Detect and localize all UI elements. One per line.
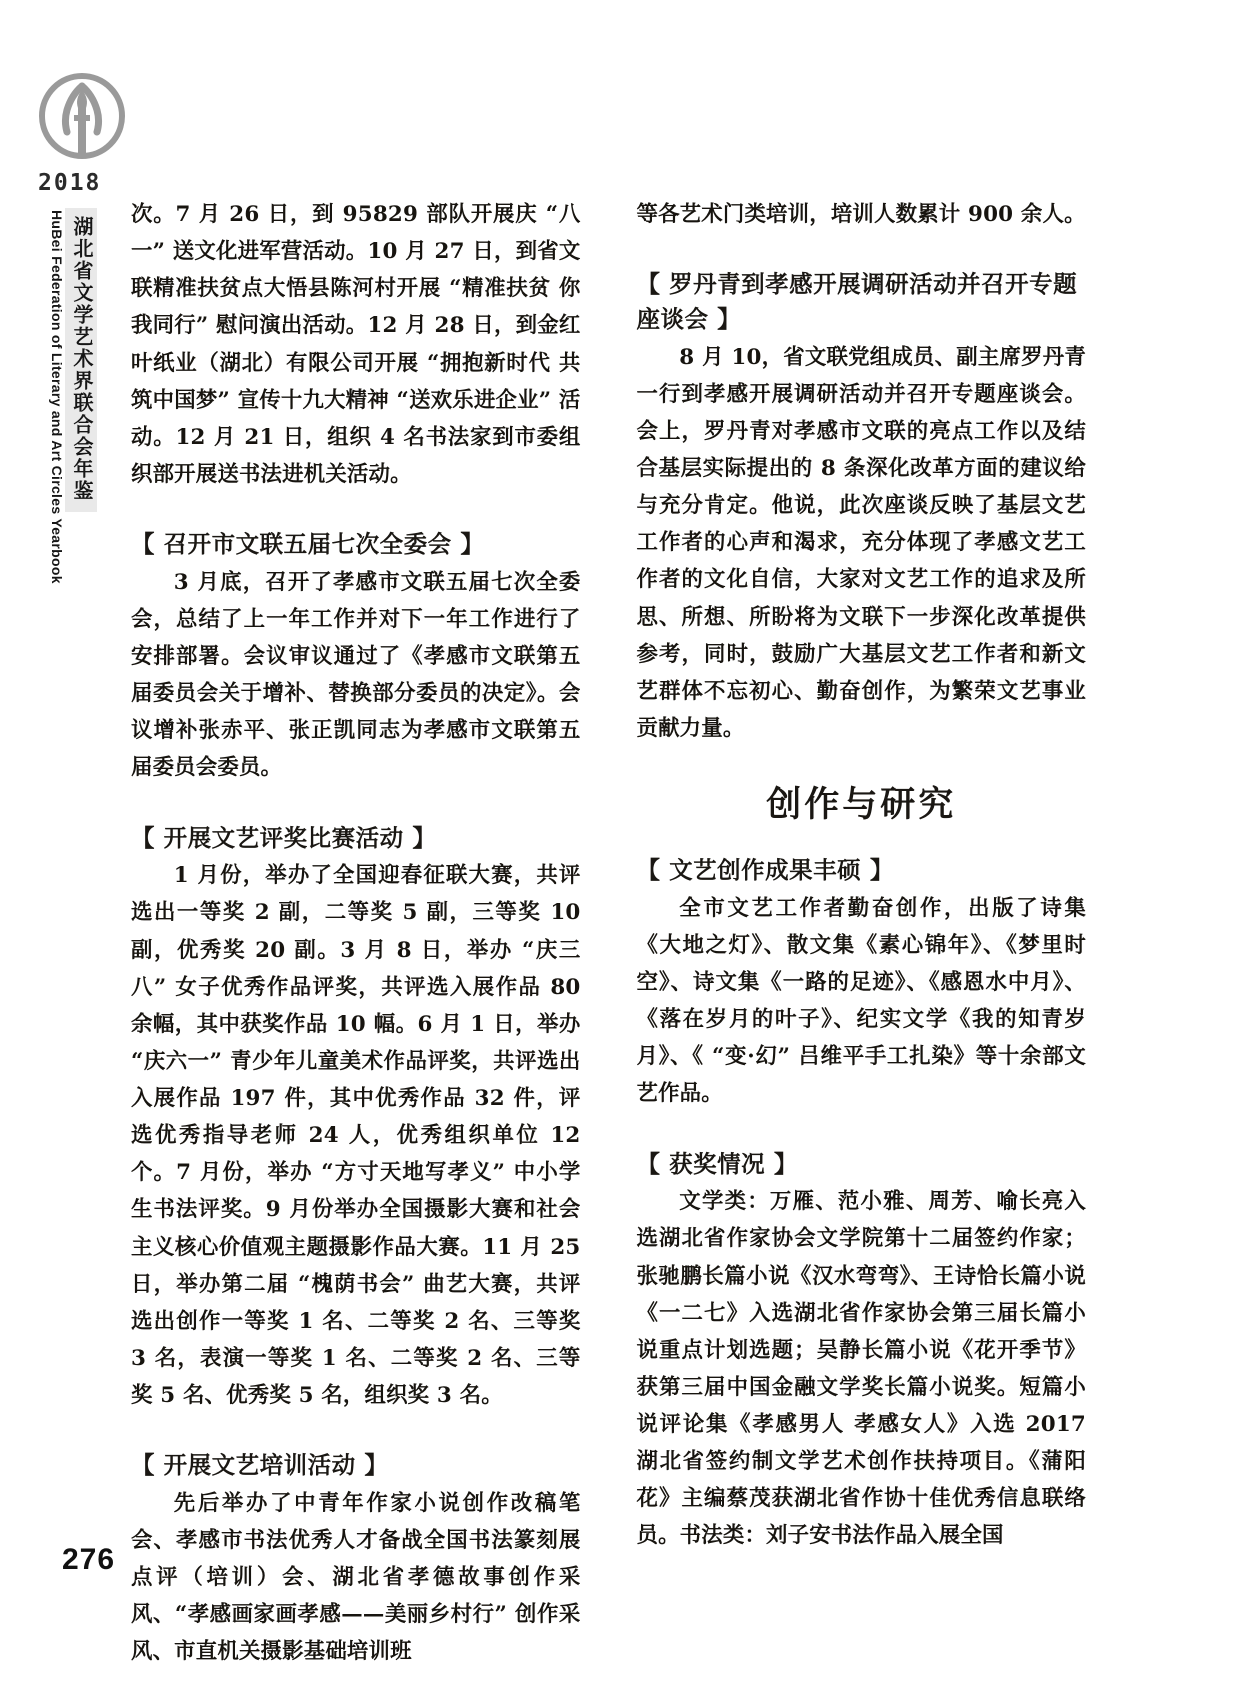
spacer <box>637 233 1087 267</box>
section-body-luodanqing: 8 月 10，省文联党组成员、副主席罗丹青一行到孝感开展调研活动并召开专题座谈会。会上，罗丹青对孝感市文联的亮点工作以及结合基层实际提出的 8 条深化改革方面的建议给与充分肯定。他说，此次座谈反映了基层文艺工作者的心声和渴求，充分体现了孝感文艺工作者的文化自信，大家对文艺工作的追求及所思、所想、所盼将为文联下一步深化改革提供参考，同时，鼓励广大基层文艺工作者和新文艺群体不忘初心、勤奋创作，为繁荣文艺事业贡献力量。 <box>636 344 1086 741</box>
masthead <box>30 70 130 196</box>
page-number: 276 <box>62 1543 116 1576</box>
spacer <box>131 493 581 527</box>
section-heading-peixun: 【 开展文艺培训活动 】 <box>131 1451 389 1480</box>
section-body-chuangzuo: 全市文艺工作者勤奋创作，出版了诗集《大地之灯》、散文集《素心锦年》、《梦里时空》、诗文集《一路的足迹》、《感恩水中月》、《落在岁月的叶子》、纪实文学《我的知青岁月》、《 “变·幻” 吕维平手工扎染》等十余部文艺作品。 <box>636 895 1086 1107</box>
section-body-pingjiang: 1 月份，举办了全国迎春征联大赛，共评选出一等奖 2 副，二等奖 5 副，三等奖 10 副，优秀奖 20 副。3 月 8 日，举办 “庆三八” 女子优秀作品评奖，共评选入展作品 80 余幅，其中获奖作品 10 幅。6 月 1 日，举办 “庆六一” 青少年儿童美术作品评奖，共评选出入展作品 197 件，其中优秀作品 32 件，评选优秀指导老师 24 人，优秀组织单位 12 个。7 月份，举办 “方寸天地写孝义” 中小学生书法评奖。9 月份举办全国摄影大赛和社会主义核心价值观主题摄影作品大赛。11 月 25 日，举办第二届 “槐荫书会” 曲艺大赛，共评选出创作一等奖 1 名、二等奖 2 名、三等奖 3 名，表演一等奖 1 名、二等奖 2 名、三等奖 5 名、优秀奖 5 名，组织奖 3 名。 <box>131 863 581 1409</box>
spine-title-chinese: 湖北省文学艺术界联合会年鉴 <box>65 208 97 512</box>
right-column <box>637 196 1087 1671</box>
publisher-emblem-icon <box>34 70 130 166</box>
spine-title-block <box>42 208 97 584</box>
yearbook-year: 2018 <box>38 170 102 196</box>
continued-paragraph: 次。7 月 26 日，到 95829 部队开展庆 “八一” 送文化进军营活动。10 月 27 日，到省文联精准扶贫点大悟县陈河村开展 “精准扶贫 你我同行” 慰问演出活动。12 月 28 日，到金红叶纸业（湖北）有限公司开展 “拥抱新时代 共筑中国梦” 宣传十九大精神 “送欢乐进企业” 活动。12 月 21 日，组织 4 名书法家到市委组织部开展送书法进机关活动。 <box>131 202 581 487</box>
section-heading-chuangzuo: 【 文艺创作成果丰硕 】 <box>636 856 894 885</box>
spine-title-english: HuBei Federation of Literary and Art Circles Yearbook <box>49 210 65 584</box>
section-body-huojiang: 文学类：万雁、范小雅、周芳、喻长亮入选湖北省作家协会文学院第十二届签约作家；张驰鹏长篇小说《汉水弯弯》、王诗恰长篇小说《一二七》入选湖北省作家协会第三届长篇小说重点计划选题；吴静长篇小说《花开季节》获第三届中国金融文学奖长篇小说奖。短篇小说评论集《孝感男人 孝感女人》入选 2017 湖北省签约制文学艺术创作扶持项目。《蒲阳花》主编蔡茂获湖北省作协十佳优秀信息联络员。书法类：刘子安书法作品入展全国 <box>636 1189 1086 1549</box>
section-heading-luodanqing: 【 罗丹青到孝感开展调研活动并召开专题座谈会 】 <box>636 270 1078 333</box>
main-section-title: 创作与研究 <box>766 785 957 826</box>
spacer <box>131 787 581 821</box>
section-heading-quanweihui: 【 召开市文联五届七次全委会 】 <box>131 530 485 558</box>
continued-paragraph-right: 等各艺术门类培训，培训人数累计 900 余人。 <box>636 202 1086 227</box>
section-body-peixun: 先后举办了中青年作家小说创作改稿笔会、孝感市书法优秀人才备战全国书法篆刻展点评（培训）会、湖北省孝德故事创作采风、“孝感画家画孝感——美丽乡村行” 创作采风、市直机关摄影基础培训班 <box>131 1490 581 1665</box>
spacer <box>637 1113 1087 1147</box>
left-column <box>131 196 581 1671</box>
section-heading-pingjiang: 【 开展文艺评奖比赛活动 】 <box>131 823 437 852</box>
section-body-quanweihui: 3 月底，召开了孝感市文联五届七次全委会，总结了上一年工作并对下一年工作进行了安排部署。会议审议通过了《孝感市文联第五届委员会关于增补、替换部分委员的决定》。会议增补张赤平、张正凯同志为孝感市文联第五届委员会委员。 <box>131 569 581 781</box>
article-columns <box>131 196 1086 1671</box>
section-heading-huojiang: 【 获奖情况 】 <box>636 1149 798 1178</box>
spacer <box>131 1414 581 1448</box>
